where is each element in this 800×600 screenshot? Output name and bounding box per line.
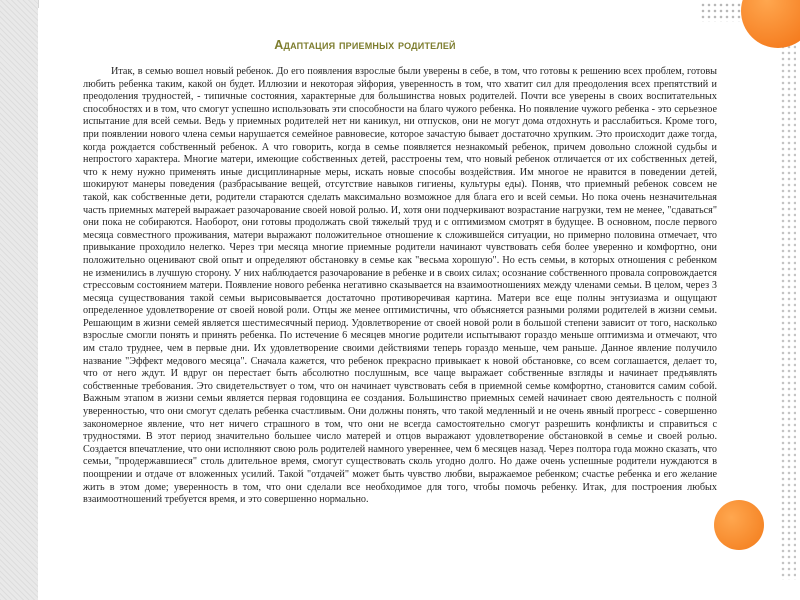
slide-title: Адаптация приемных родителей	[274, 38, 456, 52]
left-border-decoration	[0, 0, 39, 600]
dot-pattern-right-decoration	[780, 20, 796, 580]
orange-circle-decoration-bottom	[714, 500, 764, 550]
body-text: Итак, в семью вошел новый ребенок. До его появления взрослые были уверены в себе, в том, что готовы к решению всех проблем, готовы любить ребенка таким, какой он будет. Иллюзии и некоторая эйфория, уверенность в том, что хватит сил для преодоления всех препятствий и преодоления трудностей, - типичные состояния, характерные для большинства новых родителей. Почти все уверены в своих воспитательных способностях и в том, что смогут успешно использовать эти способности на благо чужого ребенка. Но появление чужого ребенка - это серьезное испытание для всей семьи. Ведь у приемных родителей нет ни каникул, ни отпусков, они не могут дома отдохнуть и расслабиться. Кроме того, при появлении нового члена семьи нарушается семейное равновесие, которое зачастую бывает достаточно хрупким. Это происходит даже тогда, когда рождается собственный ребенок. А что говорить, когда в семье появляется незнакомый ребенок, причем довольно сложной судьбы и непростого характера. Многие матери, имеющие собственных детей, расстроены тем, что новый ребенок отличается от их собственных детей, что к нему нужно применять иные дисциплинарные меры, искать новые способы воздействия. Им многое не нравится в поведении детей, шокируют манеры поведения (разбрасывание вещей, отсутствие навыков гигиены, культуры еды). Поняв, что приемный ребенок совсем не такой, как собственные дети, родители стараются сделать максимально возможное для блага его и всей семьи. Но пока очень незначительная часть приемных матерей выражает разочарование своей новой ролью. И, хотя они подчеркивают возрастание нагрузки, тем не менее, "сдаваться" они пока не собираются. Наоборот, они готовы продолжать свой тяжелый труд и с оптимизмом смотрят в будущее. В основном, после первого месяца совместного проживания, матери выражают положительное отношение к сложившейся ситуации, но примерно половина отмечает, что привыкание проходило нелегко. Через три месяца многие приемные родители начинают чувствовать себя более уверенно и комфортно, они положительно оценивают свой опыт и определяют обстановку в семье как "весьма хорошую". Но есть семьи, в которых отношения с ребенком не изменились в лучшую сторону. У них наблюдается разочарование в ребенке и в своих силах; осознание собственного провала сопровождается стрессовым состоянием матери. Появление нового ребенка негативно сказывается на взаимоотношениях между членами семьи. В целом, через 3 месяца существования такой семьи вырисовывается достаточно противоречивая картина. Матери все еще полны энтузиазма и ощущают определенное удовлетворение от своей новой роли. Отцы же менее оптимистичны, что объясняется разными ролями родителей в жизни семьи. Решающим в жизни семей является шестимесячный период. Удовлетворение от своей новой роли в большой степени зависит от того, насколько взрослые смогли понять и принять ребенка. По истечение 6 месяцев многие родители испытывают гораздо меньше оптимизма и отмечают, что им стало труднее, чем в первые дни. Их удовлетворение своими действиями теперь гораздо меньше, чем раньше. Данное явление получило название "Эффект медового месяца". Сначала кажется, что ребенок прекрасно привыкает к новой обстановке, со всем соглашается, делает то, что от него ждут. И вдруг он перестает быть абсолютно послушным, все чаще выражает собственные взгляды и начинает предъявлять собственные требования. Это свидетельствует о том, что он начинает чувствовать себя в приемной семье комфортно, становится самим собой. Важным этапом в жизни семьи является первая годовщина ее создания. Большинство приемных семей начинает свою деятельность с полной уверенностью, что они смогут сделать ребенка счастливым. Они должны понять, что такой медленный и не очень явный прогресс - совершенно закономерное явление, что нет ничего страшного в том, что они не всегда самостоятельно смогут разрешить конфликты и справиться с трудностями. В этот период значительно большее число матерей и отцов выражают удовлетворение обстановкой в семье и своей ролью. Создается впечатление, что они исполняют свою роль родителей намного увереннее, чем 6 месяцев назад. Через полтора года можно сказать, что семьи, "продержавшиеся" столь длительное время, смогут существовать сколь угодно долго. Но даже очень успешные родители нуждаются в поощрении и отдаче от вложенных усилий. Такой "отдачей" может быть чувство любви, выражаемое ребенком; счастье ребенка и его желание жить в этом доме; уверенность в том, что они сделали все необходимое для того, чтобы помочь ребенку. Итак, для построения любых взаимоотношений требуется время, и это совершенно нормально.	[83, 66, 717, 506]
